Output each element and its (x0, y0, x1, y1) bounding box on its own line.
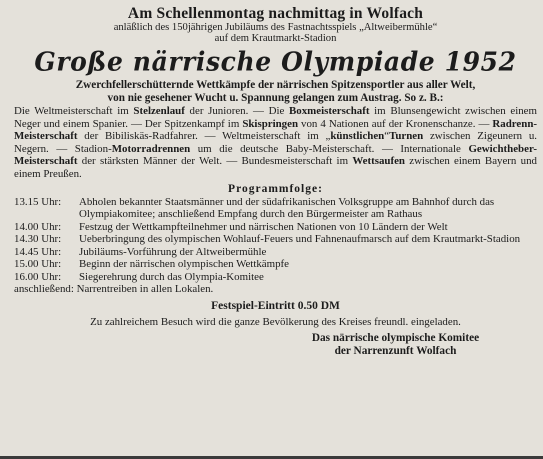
subtitle-line-1: Zwerchfellerschütternde Wettkämpfe der närrischen Spitzensportler aus aller Welt, (75, 79, 476, 91)
header-venue: auf dem Krautmarkt-Stadion (214, 33, 337, 44)
header-headline: Am Schellenmontag nachmittag in Wolfach (127, 5, 424, 22)
weightlifting-highlight: Gewichtheber-Meisterschaft (14, 142, 538, 168)
body-text: Die Weltmeisterschaft im (14, 105, 134, 117)
header-occasion: anläßlich des 150jährigen Jubiläums des Fastnachtsspiels „Altweibermühle“ (113, 22, 438, 33)
program-time: 14.45 Uhr: (14, 245, 62, 258)
ski-jumping-highlight: Skispringen (242, 117, 298, 130)
boxing-highlight: Boxmeisterschaft (289, 105, 370, 117)
body-text: von 4 Nationen auf der Kronenschanze. — (298, 117, 493, 130)
gymnastics-highlight: Turnen (389, 130, 424, 143)
program-row (14, 258, 537, 271)
program-text: Abholen bekannter Staatsmänner und der südafrikanischen Volksgruppe am Bahnhof durch das Olympiakomitee; anschließend Empfang durch den Bürgermeister am Rathaus (79, 195, 495, 221)
body-text: “ (384, 130, 390, 143)
signature-line-1: Das närrische olympische Komitee (311, 331, 480, 344)
subtitle-line-2: von nie gesehener Wucht u. Spannung gelangen zum Austrag. So z. B.: (107, 91, 444, 104)
admission-fee: Festspiel-Eintritt 0.50 DM (211, 299, 340, 312)
artificial-highlight: künstlichen (330, 130, 385, 143)
program-row (14, 246, 537, 259)
program-time: 16.00 Uhr: (14, 270, 62, 283)
event-title: Große närrische Olympiade 1952 (34, 46, 517, 77)
body-text: der stärksten Männer der Welt. — Bundesmeisterschaft im (77, 155, 353, 168)
cycling-highlight: Radrenn-Meisterschaft (14, 117, 537, 143)
program-row (14, 271, 537, 284)
invitation: Zu zahlreichem Besuch wird die ganze Bevölkerung des Kreises freundl. eingeladen. (90, 315, 461, 328)
program-row (14, 221, 537, 234)
signature-line-2: der Narrenzunft Wolfach (334, 345, 457, 358)
program-afterwards: anschließend: Narrentreiben in allen Lokalen. (14, 283, 214, 296)
body-text: der Junioren. — Die (184, 105, 290, 117)
program-schedule (14, 196, 537, 284)
program-time: 14.30 Uhr: (14, 233, 62, 246)
program-time: 15.00 Uhr: (14, 258, 62, 271)
program-row (14, 233, 537, 246)
program-text: Siegerehrung durch das Olympia-Komitee (79, 270, 264, 283)
program-time: 13.15 Uhr: (14, 195, 62, 208)
program-heading: Programmfolge: (228, 182, 323, 195)
competitions-paragraph (14, 105, 537, 181)
stilt-race-highlight: Stelzenlauf (133, 105, 185, 117)
body-text: um die deutsche Baby-Meisterschaft. — Internationale (190, 142, 469, 155)
program-time: 14.00 Uhr: (14, 220, 62, 233)
body-text: der Bibiliskäs-Radfahrer. — Weltmeisterschaft im „ (77, 130, 331, 143)
motorcycle-highlight: Motorradrennen (111, 142, 191, 155)
drinking-contest-highlight: Wettsaufen (352, 155, 405, 168)
program-text: Jubiläums-Vorführung der Altweibermühle (79, 245, 267, 258)
program-text: Beginn der närrischen olympischen Wettkämpfe (79, 258, 290, 271)
body-text: zwischen Zigeunern u. Negern. — Stadion- (14, 130, 537, 155)
body-text: im Blunsengewicht zwischen einem Neger und einem Spanier. — Der Spitzenkampf im (14, 105, 537, 130)
body-text: zwischen einem Bayern und einem Preußen. (14, 155, 537, 180)
program-text: Festzug der Wettkampfteilnehmer und närrischen Nationen von 10 Ländern der Welt (79, 220, 448, 233)
program-row (14, 196, 537, 221)
program-text: Ueberbringung des olympischen Wohlauf-Feuers und Fahnenaufmarsch auf dem Krautmarkt-Stadion (79, 233, 521, 246)
